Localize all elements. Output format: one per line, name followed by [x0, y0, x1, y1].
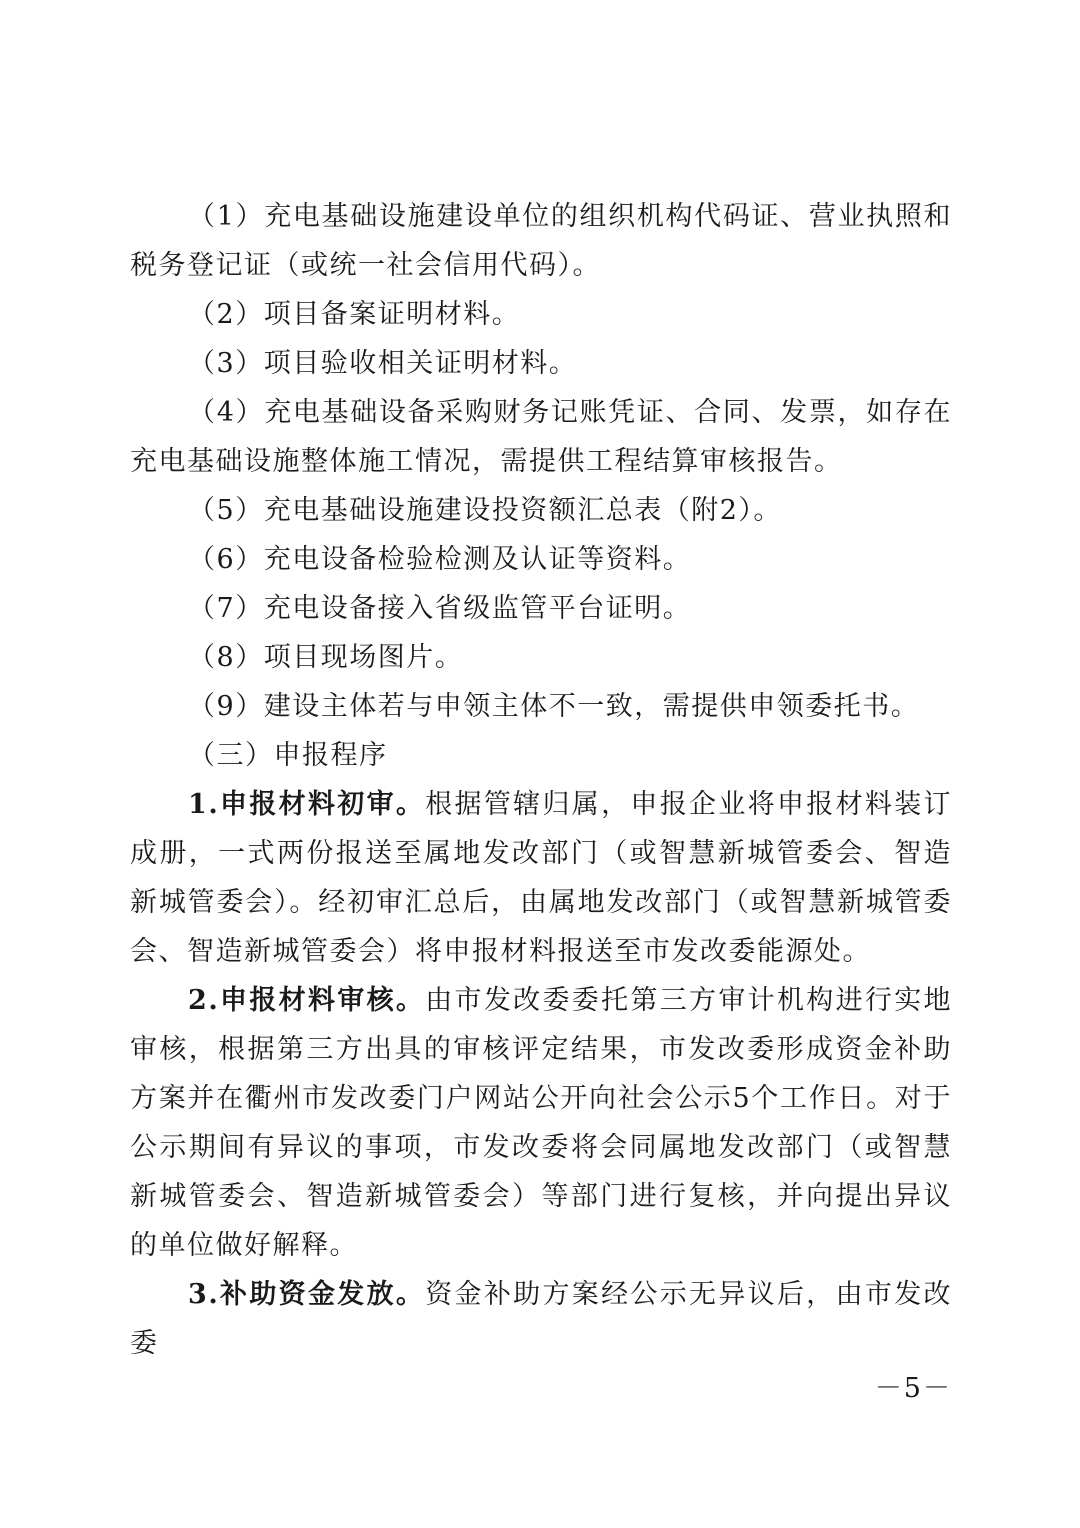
step-body-3: 资金补助方案经公示无异议后，由市发改委 [130, 1279, 952, 1359]
step-body-1: 根据管辖归属，申报企业将申报材料装订成册，一式两份报送至属地发改部门（或智慧新城管委会、智造新城管委会）。经初审汇总后，由属地发改部门（或智慧新城管委会、智造新城管委会）将申报材料报送至市发改委能源处。 [130, 789, 952, 967]
section-heading: （三）申报程序 [188, 740, 388, 771]
list-item-3: （3）项目验收相关证明材料。 [188, 348, 578, 379]
step-title-2: 2.申报材料审核。 [188, 985, 426, 1016]
list-item-2: （2）项目备案证明材料。 [188, 299, 521, 330]
step-title-1: 1.申报材料初审。 [188, 789, 426, 820]
step-body-2: 由市发改委委托第三方审计机构进行实地审核，根据第三方出具的审核评定结果，市发改委形成资金补助方案并在衢州市发改委门户网站公开向社会公示5个工作日。对于公示期间有异议的事项，市发改委将会同属地发改部门（或智慧新城管委会、智造新城管委会）等部门进行复核，并向提出异议的单位做好解释。 [130, 985, 952, 1261]
step-paragraph-3 [130, 1270, 952, 1368]
document-body [130, 192, 952, 1368]
list-item-9: （9）建设主体若与申领主体不一致，需提供申领委托书。 [188, 691, 920, 722]
list-item-7: （7）充电设备接入省级监管平台证明。 [188, 593, 692, 624]
step-paragraph-2 [130, 976, 952, 1270]
list-item-4: （4）充电基础设备采购财务记账凭证、合同、发票，如存在充电基础设施整体施工情况，需提供工程结算审核报告。 [130, 397, 952, 477]
list-item-5: （5）充电基础设施建设投资额汇总表（附2）。 [188, 495, 782, 526]
list-item-1: （1）充电基础设施建设单位的组织机构代码证、营业执照和税务登记证（或统一社会信用代码）。 [130, 201, 952, 281]
page-number: －5－ [874, 1373, 952, 1404]
step-title-3: 3.补助资金发放。 [188, 1279, 426, 1310]
list-item-8: （8）项目现场图片。 [188, 642, 464, 673]
list-item-6: （6）充电设备检验检测及认证等资料。 [188, 544, 692, 575]
step-paragraph-1 [130, 780, 952, 976]
